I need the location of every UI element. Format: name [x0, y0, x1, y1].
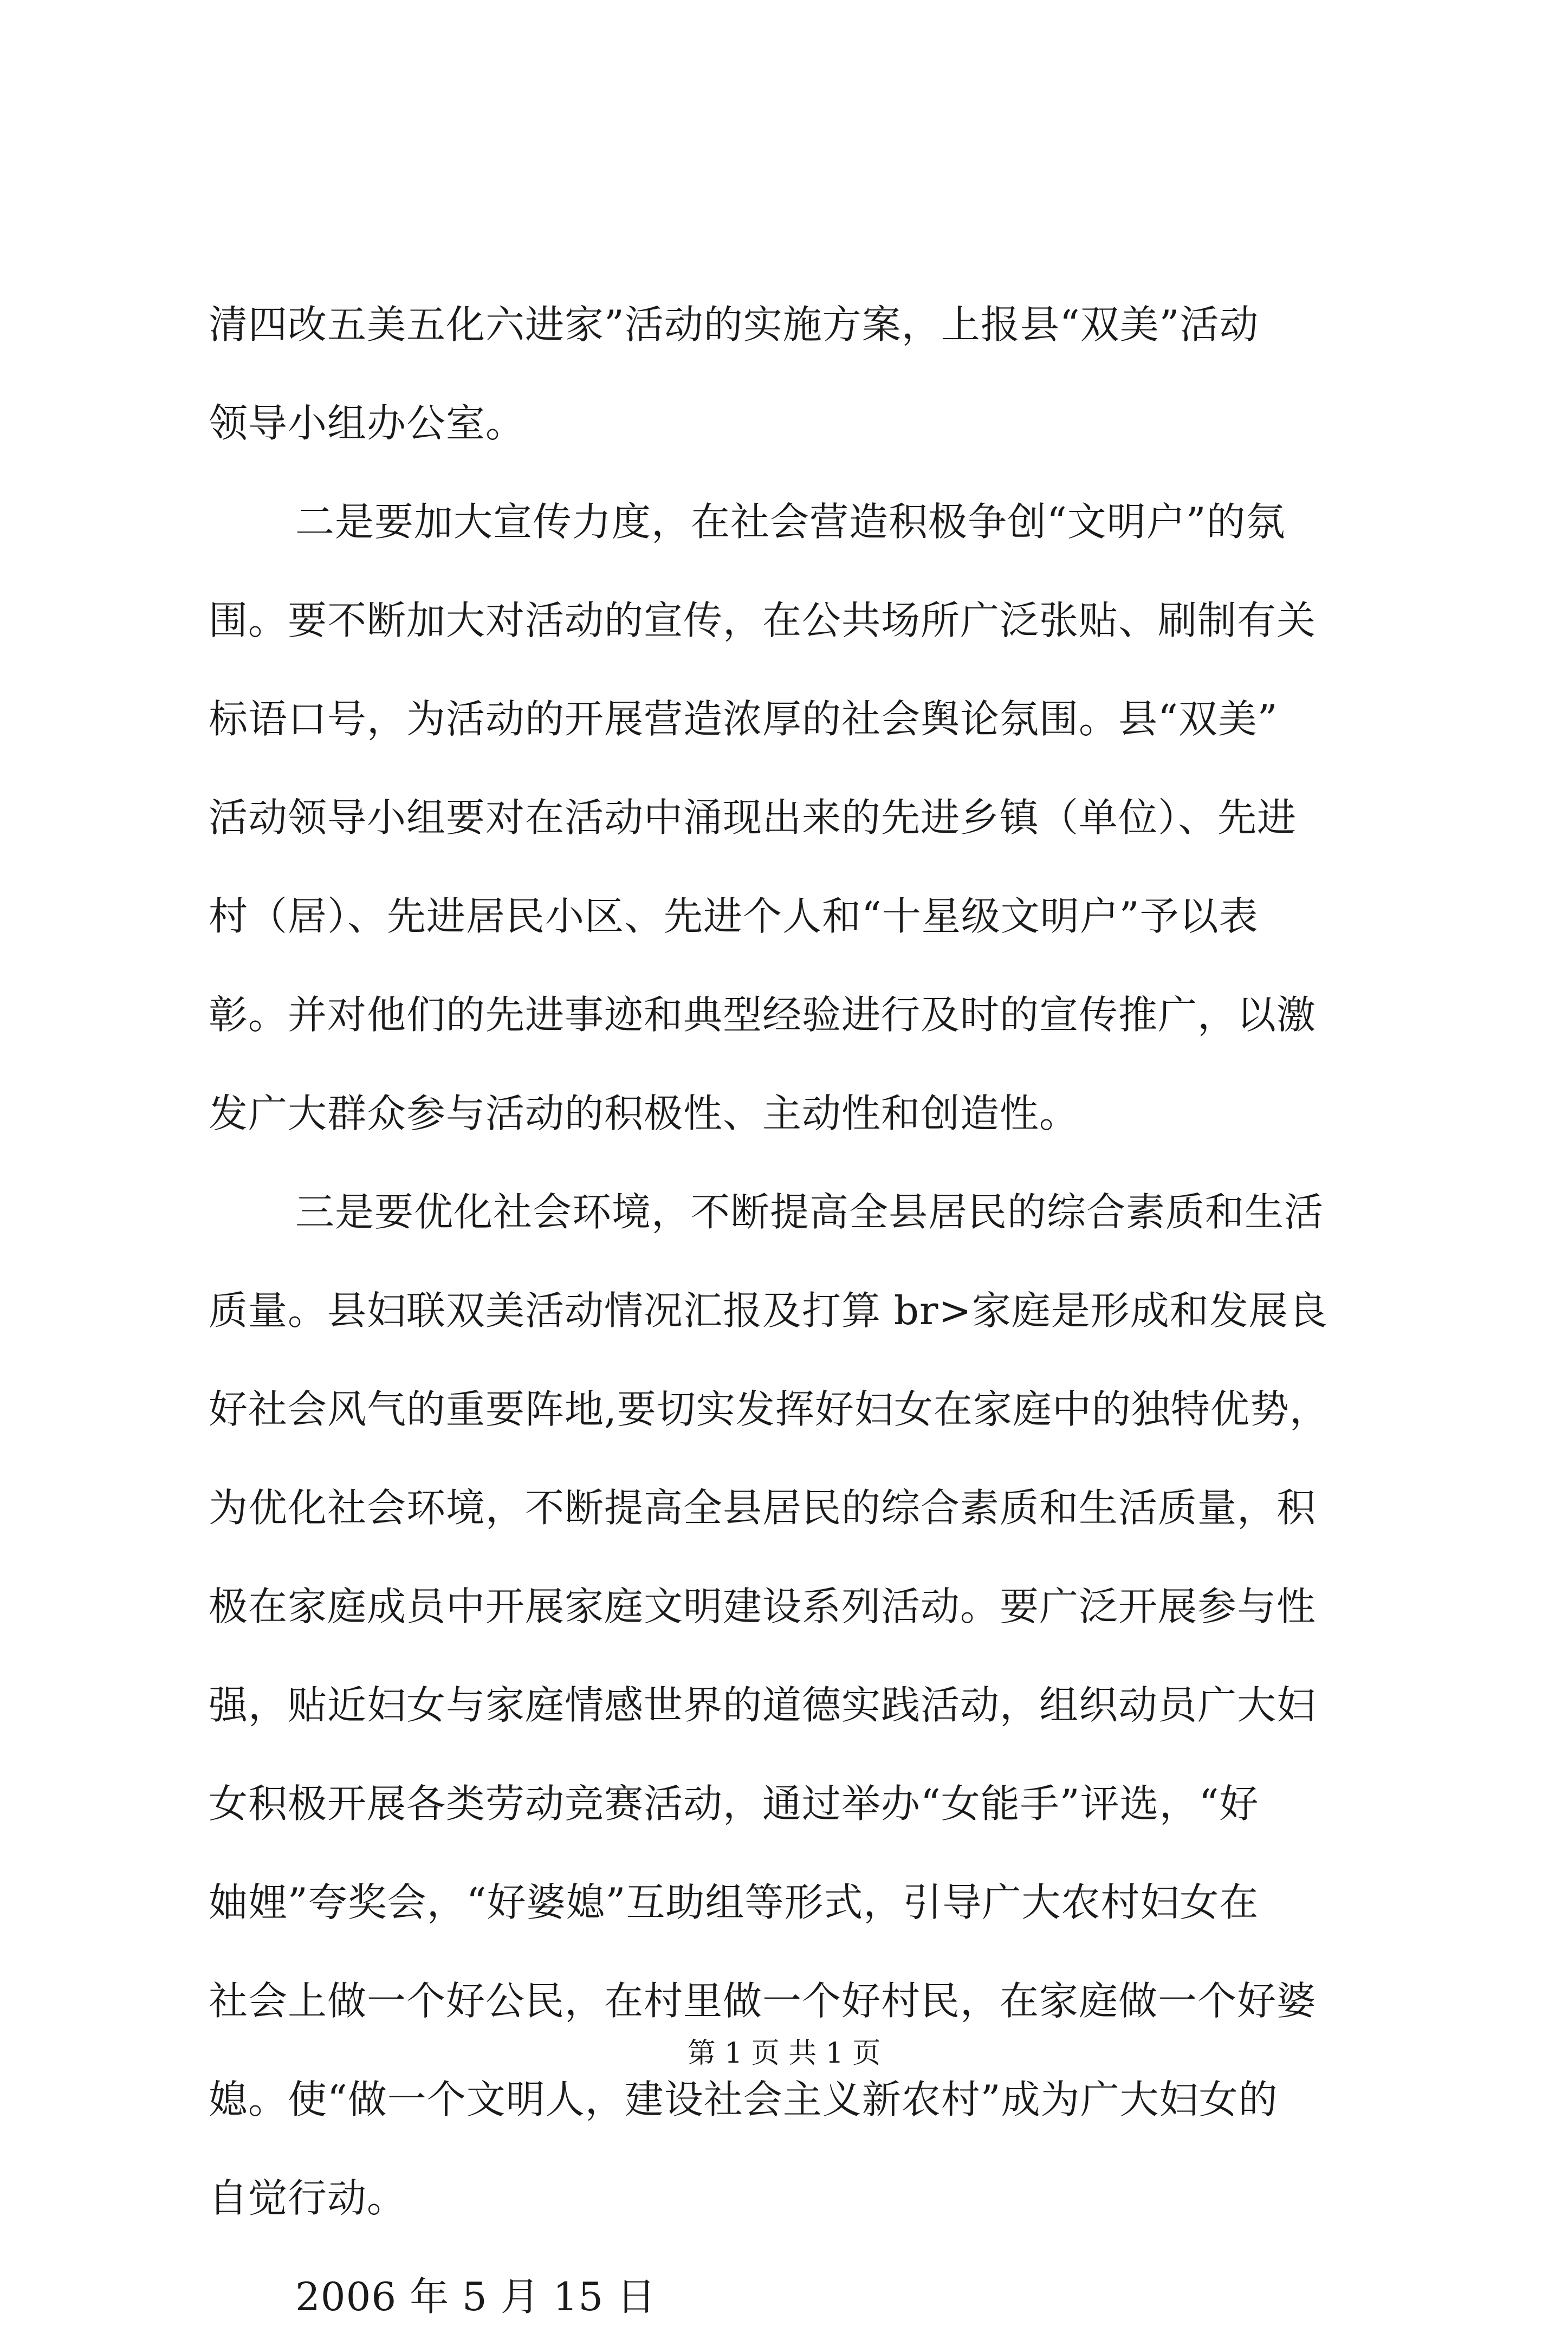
- text-line: 女积极开展各类劳动竞赛活动，通过举办“女能手”评选，“好: [209, 1781, 1259, 1826]
- text-line: 媳。使“做一个文明人，建设社会主义新农村”成为广大妇女的: [209, 2077, 1278, 2122]
- text-line: 极在家庭成员中开展家庭文明建设系列活动。要广泛开展参与性: [209, 1584, 1317, 1629]
- text-line: 发广大群众参与活动的积极性、主动性和创造性。: [209, 1091, 1079, 1136]
- text-line: 围。要不断加大对活动的宣传，在公共场所广泛张贴、刷制有关: [209, 598, 1317, 643]
- date-line: 2006 年 5 月 15 日: [295, 2274, 657, 2319]
- text-line: 村（居）、先进居民小区、先进个人和“十星级文明户”予以表: [209, 893, 1259, 939]
- text-line: 标语口号，为活动的开展营造浓厚的社会舆论氛围。县“双美”: [209, 696, 1278, 742]
- text-line: 社会上做一个好公民，在村里做一个好村民，在家庭做一个好婆: [209, 1978, 1317, 2024]
- text-line: 清四改五美五化六进家”活动的实施方案，上报县“双美”活动: [209, 302, 1259, 347]
- paragraph-start-line: 三是要优化社会环境，不断提高全县居民的综合素质和生活: [295, 1189, 1324, 1235]
- text-line: 领导小组办公室。: [209, 400, 526, 446]
- text-line: 好社会风气的重要阵地,要切实发挥好妇女在家庭中的独特优势，: [209, 1386, 1329, 1432]
- text-line: 彰。并对他们的先进事迹和典型经验进行及时的宣传推广，以激: [209, 992, 1317, 1038]
- text-line: 妯娌”夸奖会，“好婆媳”互助组等形式，引导广大农村妇女在: [209, 1880, 1259, 1925]
- page-number-footer: 第 1 页 共 1 页: [687, 2037, 881, 2070]
- text-line: 自觉行动。: [209, 2175, 407, 2221]
- text-line: 活动领导小组要对在活动中涌现出来的先进乡镇（单位）、先进: [209, 795, 1297, 840]
- paragraph-start-line: 二是要加大宣传力度，在社会营造积极争创“文明户”的氛: [295, 499, 1286, 545]
- text-line: 质量。县妇联双美活动情况汇报及打算 br>家庭是形成和发展良: [209, 1288, 1328, 1333]
- text-line: 强，贴近妇女与家庭情感世界的道德实践活动，组织动员广大妇: [209, 1682, 1317, 1728]
- text-line: 为优化社会环境，不断提高全县居民的综合素质和生活质量，积: [209, 1485, 1317, 1531]
